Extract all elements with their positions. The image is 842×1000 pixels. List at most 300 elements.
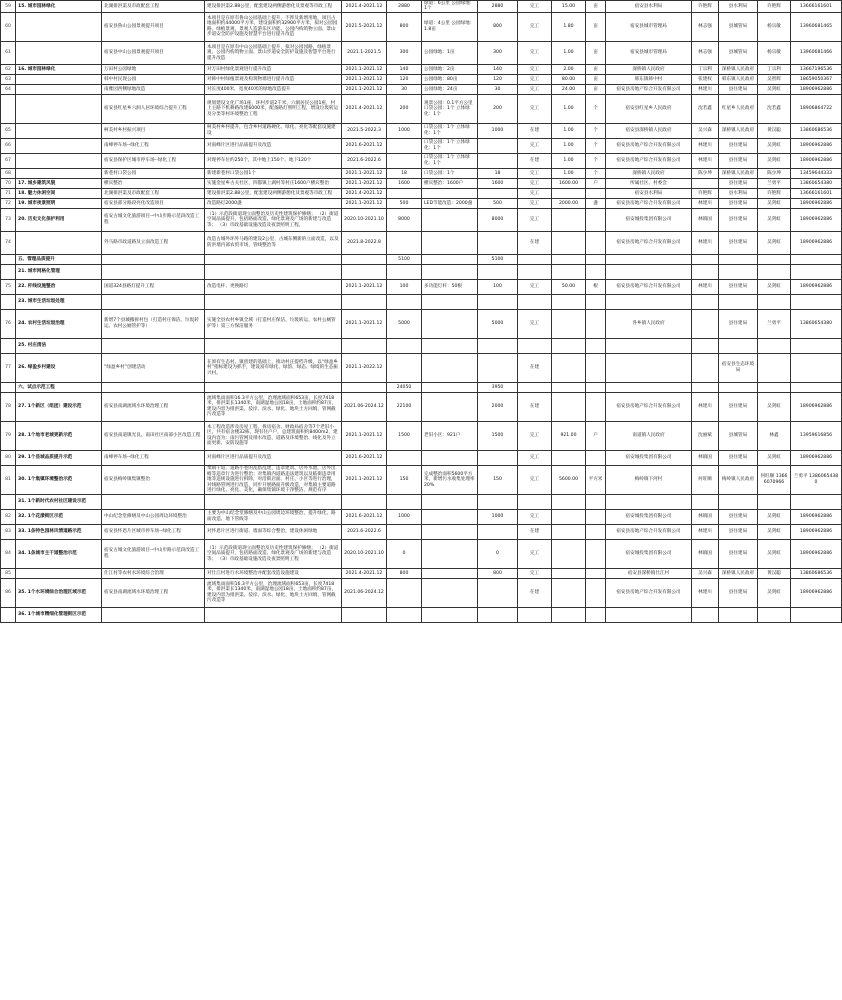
category-cell: [16, 168, 102, 178]
owner-cell: 深桥镇人民政府: [606, 168, 692, 178]
content-cell: 改造古城外环外马路的建设2公里，古城东侧新的立面改造，以及防洪墙内部农贸市场，管线整治等: [205, 231, 342, 254]
project-name-cell: 宿安县南湖流域水环境治理工程: [102, 392, 205, 421]
investment-cell: 30: [387, 84, 422, 94]
unit-cell: [586, 450, 606, 465]
owner-cell: [606, 382, 692, 392]
unit-cell: 根: [586, 279, 606, 294]
owner-leader-cell: 林镇国: [692, 539, 719, 568]
phone-cell: [791, 353, 842, 382]
unit-cell: 亩: [586, 12, 606, 41]
unit-cell: [586, 578, 606, 607]
owner-cell: [606, 338, 692, 353]
row-number: 59: [1, 1, 16, 13]
investment-cell: 1500: [387, 421, 422, 450]
content-cell: 对万田村绿化景观进行提升改造: [205, 64, 342, 74]
owner-leader-cell: 林建川: [692, 279, 719, 294]
status-cell: 在建: [518, 231, 552, 254]
owner-cell: 宿安县城市管理局: [606, 41, 692, 64]
owner-cell: 宿安城投集团有限公司: [606, 509, 692, 524]
owner-leader-cell: 许艳辉: [692, 1, 719, 13]
scale-cell: 口袋公园：1个: [422, 168, 478, 178]
unit-cell: 亩: [586, 64, 606, 74]
row-number: 70: [1, 178, 16, 188]
department-leader-cell: 吴剑虹: [758, 138, 791, 153]
unit-cell: [586, 338, 606, 353]
scale-cell: 完成整治面积5600平方米，新增污水收集处理率20%: [422, 465, 478, 494]
phone-cell: 13860686536: [791, 568, 842, 578]
annual-investment-cell: [478, 264, 518, 279]
annual-investment-cell: 1500: [478, 421, 518, 450]
owner-cell: [606, 254, 692, 264]
owner-cell: 深桥镇人民政府: [606, 64, 692, 74]
period-cell: 2021.6-2021.12: [342, 138, 387, 153]
quantity-cell: 1.00: [552, 168, 586, 178]
department-cell: 县住建局: [719, 509, 758, 524]
row-number: 77: [1, 353, 16, 382]
investment-cell: 800: [387, 568, 422, 578]
unit-cell: 个: [586, 123, 606, 138]
phone-cell: [791, 382, 842, 392]
scale-cell: 公园绿地：80亩: [422, 74, 478, 84]
status-cell: 完工: [518, 188, 552, 198]
row-number: 81: [1, 465, 16, 494]
content-cell: 本项目是在原有鲁山公园基础上提升，不涉及新增用地，项目占地面积约44000平方米，建设面积约32900平方米，拟对公园园路、绿植景观、景观人造游乐区功能、公园内构筑物立面、景山步道安全防护设施及智慧平台进行提升改造: [205, 12, 342, 41]
unit-cell: [586, 264, 606, 279]
department-leader-cell: 兰勇平: [758, 309, 791, 338]
quantity-cell: [552, 353, 586, 382]
owner-leader-cell: 丁宗利: [692, 64, 719, 74]
department-cell: [719, 254, 758, 264]
content-cell: 柯美村乡村提升，包含乡村道路硬化、绿化、亮化等配套设施建设: [205, 123, 342, 138]
annual-investment-cell: [478, 578, 518, 607]
category-cell: [16, 123, 102, 138]
quantity-cell: 15.00: [552, 1, 586, 13]
table-row: [1, 84, 842, 94]
quantity-cell: 2000.00: [552, 198, 586, 208]
investment-cell: [387, 578, 422, 607]
department-cell: 县城管局: [719, 41, 758, 64]
annual-investment-cell: 1000: [478, 123, 518, 138]
project-name-cell: 宿安县红星乡六洞人居环境综合提升工程: [102, 94, 205, 123]
phone-cell: 18906962886: [791, 509, 842, 524]
phone-cell: 18906962886: [791, 578, 842, 607]
table-row: [1, 465, 842, 494]
status-cell: 完工: [518, 64, 552, 74]
period-cell: [342, 382, 387, 392]
department-leader-cell: 吴智辉: [758, 74, 791, 84]
unit-cell: 亩: [586, 74, 606, 84]
project-name-cell: 宿安县南湖流域水环境治理工程: [102, 578, 205, 607]
unit-cell: [586, 188, 606, 198]
scale-cell: LED节能改造：2000盏: [422, 198, 478, 208]
content-cell: （1）示范段街道现立面整治及历史性建筑保护修缮； （2）街道空间品质提升，包括路面改造、绿化景观及广场的新建与改造等； （3）市政基础设施改造及夜景照明工程。: [205, 208, 342, 231]
unit-cell: [586, 254, 606, 264]
investment-cell: 18: [387, 168, 422, 178]
period-cell: 2021.06-2024.12: [342, 578, 387, 607]
project-name-cell: 国道324县路灯提升工程: [102, 279, 205, 294]
unit-cell: 亩: [586, 1, 606, 13]
row-number: 85: [1, 568, 16, 578]
unit-cell: 个: [586, 168, 606, 178]
period-cell: 2021.1-2021.12: [342, 84, 387, 94]
phone-cell: 13960681466: [791, 41, 842, 64]
category-cell: 34. 1条城市主干道整治示范: [16, 539, 102, 568]
department-leader-cell: 许艳辉: [758, 1, 791, 13]
unit-cell: [586, 208, 606, 231]
scale-cell: [422, 524, 478, 539]
project-name-cell: [102, 264, 205, 279]
status-cell: 在建: [518, 578, 552, 607]
row-number: [1, 254, 16, 264]
annual-investment-cell: 800: [478, 12, 518, 41]
investment-cell: [387, 450, 422, 465]
phone-cell: 13860654380: [791, 178, 842, 188]
department-leader-cell: [758, 353, 791, 382]
owner-leader-cell: 林建川: [692, 84, 719, 94]
owner-leader-cell: [692, 178, 719, 188]
content-cell: 改造电杆、更换路灯: [205, 279, 342, 294]
unit-cell: [586, 382, 606, 392]
status-cell: [518, 607, 552, 622]
department-cell: [719, 338, 758, 353]
period-cell: 2021.5-2021.12: [342, 12, 387, 41]
category-cell: 28. 1个地市老城更新示范: [16, 421, 102, 450]
annual-investment-cell: [478, 494, 518, 509]
owner-leader-cell: [692, 294, 719, 309]
row-number: 74: [1, 231, 16, 254]
department-cell: 县住建局: [719, 279, 758, 294]
unit-cell: [586, 231, 606, 254]
phone-cell: 18906962886: [791, 392, 842, 421]
owner-cell: 宿安县城市管理局: [606, 12, 692, 41]
status-cell: [518, 294, 552, 309]
project-name-cell: [102, 382, 205, 392]
quantity-cell: 1.00: [552, 138, 586, 153]
department-cell: [719, 294, 758, 309]
table-row: [1, 578, 842, 607]
owner-cell: 宿安城投集团有限公司: [606, 539, 692, 568]
table-row: [1, 138, 842, 153]
category-cell: 29. 1个县城品质提升示范: [16, 450, 102, 465]
unit-cell: 个: [586, 94, 606, 123]
unit-cell: 亩: [586, 41, 606, 64]
scale-cell: 公园绿地：24亩: [422, 84, 478, 94]
status-cell: 完工: [518, 539, 552, 568]
table-row: [1, 198, 842, 208]
content-cell: 建设排洪渠2.88公里，配套建设两侧游憩化及景观等市政工程: [205, 1, 342, 13]
scale-cell: 老旧小区：921户: [422, 421, 478, 450]
row-number: 68: [1, 168, 16, 178]
status-cell: 完工: [518, 168, 552, 178]
annual-investment-cell: [478, 138, 518, 153]
scale-cell: 横宾整治：1600户: [422, 178, 478, 188]
owner-cell: [606, 294, 692, 309]
phone-cell: 13666161601: [791, 1, 842, 13]
quantity-cell: 1.00: [552, 153, 586, 168]
owner-leader-cell: [692, 382, 719, 392]
phone-cell: 18906962886: [791, 279, 842, 294]
quantity-cell: [552, 294, 586, 309]
content-cell: [205, 294, 342, 309]
investment-cell: [387, 153, 422, 168]
investment-cell: [387, 264, 422, 279]
department-leader-cell: 吴剑虹: [758, 509, 791, 524]
unit-cell: 个: [586, 153, 606, 168]
row-number: 86: [1, 578, 16, 607]
content-cell: [205, 264, 342, 279]
investment-cell: 1600: [387, 178, 422, 188]
investment-cell: [387, 494, 422, 509]
annual-investment-cell: 3950: [478, 382, 518, 392]
annual-investment-cell: [478, 607, 518, 622]
status-cell: 在建: [518, 524, 552, 539]
investment-cell: 800: [387, 12, 422, 41]
row-number: 63: [1, 74, 16, 84]
phone-cell: 18906962886: [791, 198, 842, 208]
row-number: 72: [1, 198, 16, 208]
project-name-cell: 宿安县中山公园景观提升项目: [102, 41, 205, 64]
department-cell: 深桥镇人民政府: [719, 168, 758, 178]
status-cell: [518, 264, 552, 279]
quantity-cell: [552, 382, 586, 392]
department-cell: 县住建局: [719, 198, 758, 208]
investment-cell: 100: [387, 279, 422, 294]
annual-investment-cell: 300: [478, 41, 518, 64]
phone-cell: [791, 264, 842, 279]
row-number: 78: [1, 392, 16, 421]
scale-cell: [422, 494, 478, 509]
investment-cell: [387, 607, 422, 622]
row-number: 79: [1, 421, 16, 450]
period-cell: 2021.6-2021.12: [342, 450, 387, 465]
status-cell: 完工: [518, 41, 552, 64]
phone-cell: 18906962886: [791, 138, 842, 153]
annual-investment-cell: 120: [478, 74, 518, 84]
department-leader-cell: 许艳辉: [758, 188, 791, 198]
quantity-cell: [552, 338, 586, 353]
project-name-cell: [102, 254, 205, 264]
phone-cell: 18906962886: [791, 539, 842, 568]
quantity-cell: 921.00: [552, 421, 586, 450]
owner-leader-cell: 林建川: [692, 578, 719, 607]
investment-cell: 300: [387, 41, 422, 64]
owner-cell: 宿安县房地产综合开发有限公司: [606, 153, 692, 168]
project-name-cell: 宿安县保护区城市停车场--绿化工程: [102, 153, 205, 168]
owner-cell: 韩东镇韩中村: [606, 74, 692, 84]
category-cell: 32. 1个花漾街区示范: [16, 509, 102, 524]
status-cell: [518, 382, 552, 392]
owner-cell: 南道镇人民政府: [606, 421, 692, 450]
phone-cell: 18906962886: [791, 208, 842, 231]
table-row: [1, 178, 842, 188]
unit-cell: [586, 309, 606, 338]
table-row: [1, 509, 842, 524]
department-leader-cell: 林鑫: [758, 421, 791, 450]
project-name-cell: 北湖排洪渠及市政配套工程: [102, 188, 205, 198]
owner-leader-cell: 林建川: [692, 231, 719, 254]
annual-investment-cell: 30: [478, 84, 518, 94]
investment-cell: 5100: [387, 254, 422, 264]
category-cell: [16, 41, 102, 64]
owner-cell: 宿安县房地产综合开发有限公司: [606, 392, 692, 421]
content-cell: 流域集雨面积16.3平方公里，治理流域面积653亩，长度7418米，排洪渠长1340米，南湖湿地公园18亩，土地面积约87亩，建设内容为排洪渠、驳岸、滨水、绿化、地块土方回填、管网截污改造等: [205, 578, 342, 607]
status-cell: 完工: [518, 208, 552, 231]
unit-cell: [586, 568, 606, 578]
category-cell: [16, 84, 102, 94]
annual-investment-cell: [478, 338, 518, 353]
phone-cell: 13459644333: [791, 168, 842, 178]
department-cell: 红星乡人民政府: [719, 94, 758, 123]
owner-cell: 宿安县房地产综合开发有限公司: [606, 84, 692, 94]
project-name-cell: 横宾整治: [102, 178, 205, 188]
status-cell: 完工: [518, 568, 552, 578]
table-row: [1, 353, 842, 382]
table-row: [1, 1, 842, 13]
annual-investment-cell: 5100: [478, 254, 518, 264]
content-cell: [205, 382, 342, 392]
period-cell: 2020.10-2021.10: [342, 539, 387, 568]
project-name-cell: [102, 338, 205, 353]
category-cell: 23. 城市生活垃圾处理: [16, 294, 102, 309]
annual-investment-cell: 200: [478, 94, 518, 123]
phone-cell: 18906962886: [791, 231, 842, 254]
project-name-cell: 宿安县梅岭镇集镇整治: [102, 465, 205, 494]
investment-cell: 500: [387, 198, 422, 208]
row-number: [1, 294, 16, 309]
category-cell: 36. 1个城市精细化管理街区示范: [16, 607, 102, 622]
owner-cell: 宿安县房地产综合开发有限公司: [606, 231, 692, 254]
quantity-cell: [552, 450, 586, 465]
department-leader-cell: 吴剑虹: [758, 578, 791, 607]
owner-cell: [606, 494, 692, 509]
phone-cell: 18906962886: [791, 153, 842, 168]
period-cell: 2021.8-2022.8: [342, 231, 387, 254]
phone-cell: 13960681465: [791, 12, 842, 41]
category-cell: [16, 12, 102, 41]
table-row: [1, 123, 842, 138]
category-cell: [16, 153, 102, 168]
phone-cell: 18906962886: [791, 524, 842, 539]
department-leader-cell: 吴剑虹: [758, 198, 791, 208]
department-leader-cell: 杨宗敏: [758, 12, 791, 41]
project-name-cell: 宿安县南道镇光良、南田社区南部小区改造工程: [102, 421, 205, 450]
scale-cell: [422, 578, 478, 607]
phone-cell: 13959616856: [791, 421, 842, 450]
investment-cell: 8000: [387, 208, 422, 231]
owner-cell: 宿安县房地产综合开发有限公司: [606, 138, 692, 153]
annual-investment-cell: 2880: [478, 1, 518, 13]
row-number: 82: [1, 509, 16, 524]
status-cell: 完工: [518, 279, 552, 294]
department-leader-cell: 黄汉聪: [758, 568, 791, 578]
category-cell: 五、管理品质提升: [16, 254, 102, 264]
phone-cell: [791, 607, 842, 622]
department-cell: 县住建局: [719, 208, 758, 231]
quantity-cell: 5600.00: [552, 465, 586, 494]
category-cell: 21. 城市网格化管理: [16, 264, 102, 279]
department-cell: 深桥镇人民政府: [719, 123, 758, 138]
department-leader-cell: 何旺顺 13666070966: [758, 465, 791, 494]
department-leader-cell: [758, 338, 791, 353]
owner-leader-cell: 林建川: [692, 392, 719, 421]
investment-cell: 0: [387, 539, 422, 568]
project-name-cell: 韩中村民现公园: [102, 74, 205, 84]
table-body: [1, 1, 842, 623]
status-cell: [518, 254, 552, 264]
period-cell: 2021.1-2021.12: [342, 178, 387, 188]
row-number: 75: [1, 279, 16, 294]
quantity-cell: [552, 208, 586, 231]
scale-cell: 公园绿地：1亩: [422, 41, 478, 64]
category-cell: 27. 1个新区（组团）建设示范: [16, 392, 102, 421]
quantity-cell: 1.00: [552, 41, 586, 64]
scale-cell: [422, 568, 478, 578]
period-cell: 2021.4-2021.12: [342, 568, 387, 578]
scale-cell: [422, 392, 478, 421]
content-cell: [205, 494, 342, 509]
quantity-cell: [552, 578, 586, 607]
row-number: 60: [1, 12, 16, 41]
project-name-cell: 南雅园西侧绿地改造: [102, 84, 205, 94]
department-cell: 县住建局: [719, 578, 758, 607]
category-cell: 22. 杆线设施整治: [16, 279, 102, 294]
owner-cell: 梅岭镇下河村: [606, 465, 692, 494]
status-cell: 在建: [518, 392, 552, 421]
unit-cell: 盏: [586, 198, 606, 208]
department-leader-cell: [758, 264, 791, 279]
project-name-cell: [102, 494, 205, 509]
investment-cell: [387, 231, 422, 254]
category-cell: [16, 231, 102, 254]
owner-leader-cell: 吴兴森: [692, 568, 719, 578]
annual-investment-cell: [478, 294, 518, 309]
period-cell: 2021.4-2021.12: [342, 94, 387, 123]
period-cell: 2021.1-2021.5: [342, 41, 387, 64]
table-row: [1, 254, 842, 264]
department-cell: 宿安县生态环境局: [719, 353, 758, 382]
quantity-cell: [552, 539, 586, 568]
table-row: [1, 208, 842, 231]
content-cell: （1）示范段街道现立面整治及历史性建筑保护修缮； （2）街道空间品质提升，包括路面改造、绿化景观及广场的新建与改造等； （3）市政基础设施改造及夜景照明工程: [205, 539, 342, 568]
department-leader-cell: 杨宗敏: [758, 41, 791, 64]
row-number: 61: [1, 41, 16, 64]
scale-cell: [422, 294, 478, 309]
owner-leader-cell: 林镇国: [692, 208, 719, 231]
annual-investment-cell: 150: [478, 465, 518, 494]
quantity-cell: 50.00: [552, 279, 586, 294]
annual-investment-cell: 18: [478, 168, 518, 178]
owner-cell: 宿安县房地产综合开发有限公司: [606, 279, 692, 294]
department-cell: 县住建局: [719, 231, 758, 254]
table-row: [1, 12, 842, 41]
content-cell: 对长度400米，宽度40米的绿地改造提升: [205, 84, 342, 94]
table-row: [1, 153, 842, 168]
period-cell: [342, 254, 387, 264]
phone-cell: 18906962886: [791, 450, 842, 465]
owner-cell: 宿安城投集团有限公司: [606, 208, 692, 231]
content-cell: 改造路灯2000盏: [205, 198, 342, 208]
content-cell: [205, 254, 342, 264]
category-cell: 26. 绿盈乡村建设: [16, 353, 102, 382]
table-row: [1, 188, 842, 198]
phone-cell: 13860654380: [791, 309, 842, 338]
department-cell: 深桥镇人民政府: [719, 568, 758, 578]
category-cell: 15. 城市园林绿化: [16, 1, 102, 13]
quantity-cell: 80.00: [552, 74, 586, 84]
row-number: 65: [1, 123, 16, 138]
scale-cell: [422, 353, 478, 382]
content-cell: 本项目是在原有中山公园基础上提升，拟对公园园路、绿植景观、公园内构筑物立面、景山步道安全防护设施及智慧平台进行提升改造: [205, 41, 342, 64]
